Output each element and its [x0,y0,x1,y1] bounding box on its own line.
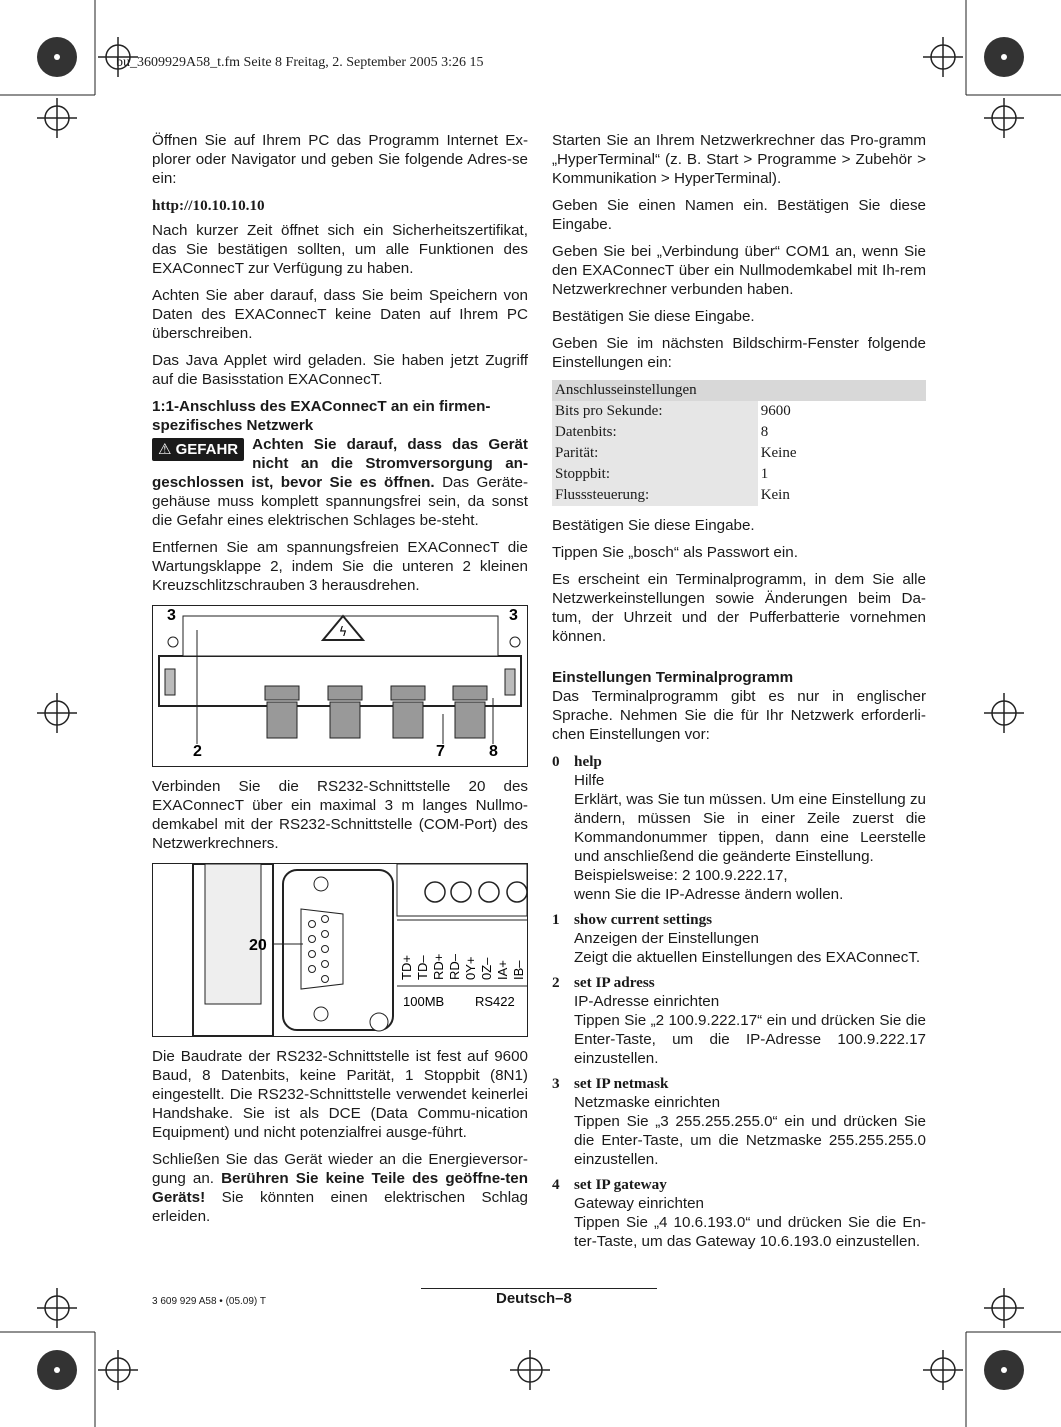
command-item [552,910,926,967]
command-translation: Hilfe [574,772,605,789]
paragraph: Schließen Sie das Gerät wieder an die Energieversor-gung an. Berühren Sie keine Teile des geöffne-ten Geräts! Sie könnten einen elektrischen Schlag erleiden. [152,1151,528,1225]
warning-paragraph [152,435,528,530]
command-item [552,752,926,904]
setting-name: Parität: [552,443,758,464]
command-item [552,973,926,1068]
command-item [552,1175,926,1251]
command-number: 3 [552,1075,560,1092]
command-translation: IP-Adresse einrichten [574,993,720,1010]
command-item [552,1074,926,1169]
callout-3: 3 [167,607,176,624]
footer-code: 3 609 929 A58 • (05.09) T [152,1296,266,1307]
right-column [552,131,926,1257]
command-translation: Gateway einrichten [574,1195,705,1212]
paragraph: Bestätigen Sie diese Eingabe. [552,517,755,534]
table-row [552,464,926,485]
setting-value: 1 [760,466,769,482]
rs232-port-figure [152,863,528,1037]
paragraph: Tippen Sie „bosch“ als Passwort ein. [552,544,798,561]
screw-icon [168,637,178,647]
pin-label: TD– [415,955,430,980]
command-number: 0 [552,753,560,770]
pin-label: 0Y+ [463,956,478,980]
callout-20: 20 [249,937,267,954]
command-description: Tippen Sie „4 10.6.193.0“ und drücken Sie die En-ter-Taste, um das Gateway 10.6.193.0 einzustellen. [574,1214,926,1250]
table-row [552,443,926,464]
paragraph: Nach kurzer Zeit öffnet sich ein Sicherheitszertifikat, das Sie bestätigen sollten, um alle Funktionen des EXAConnecT zur Verfügung zu haben. [152,222,528,277]
table-row [552,485,926,506]
command-name: set IP netmask [574,1075,669,1092]
warning-bold: Achten Sie darauf, dass das Gerät nicht an die Stromversorgung an-geschlossen ist, bevor Sie es öffnen. [152,436,528,491]
table-row [552,401,926,422]
paragraph: Öffnen Sie auf Ihrem PC das Programm Internet Ex-plorer oder Navigator und geben Sie folgende Adres-se ein: [152,132,528,187]
command-name: set IP adress [574,974,655,991]
callout-8: 8 [489,743,498,760]
setting-name: Datenbits: [552,422,758,443]
command-translation: Netzmaske einrichten [574,1094,721,1111]
lightning-icon: ϟ [338,625,348,640]
command-description: Zeigt die aktuellen Einstellungen des EXAConnecT. [574,949,921,966]
trim-screw-icon [370,1013,388,1031]
paragraph: Das Terminalprogramm gibt es nur in englischer Sprache. Nehmen Sie die für Ihr Netzwerk erforderli-chen Einstellungen vor: [552,688,926,743]
command-name: show current settings [574,911,713,928]
warning-badge: ⚠ GEFAHR [152,438,244,461]
pin-label: RD– [447,953,462,980]
command-description: Erklärt, was Sie tun müssen. Um eine Einstellung zu ändern, müssen Sie in einer Zeile zuerst die Kommandonummer tippen, dann eine Leerstelle und anschließend die geänderte Einstellung. [574,791,926,865]
page-number: Deutsch–8 [496,1290,572,1307]
pin-label: 0Z– [479,957,494,980]
setting-value: Kein [760,487,790,503]
command-name: set IP gateway [574,1176,667,1193]
setting-value: 9600 [760,403,791,419]
command-example: wenn Sie die IP-Adresse ändern wollen. [574,886,844,903]
paragraph: Die Baudrate der RS232-Schnittstelle ist fest auf 9600 Baud, 8 Datenbits, keine Parität, 1 Stoppbit (8N1) eingestellt. Die RS232-Schnittstelle verwendet keinerlei Handshake. Sie ist als DCE (Data Commu-nication Equipment) und nicht potenzialfrei ausge-führt. [152,1048,528,1141]
section-heading: Einstellungen Terminalprogramm [552,669,794,686]
section-heading: 1:1-Anschluss des EXAConnecT an ein firmen-spezifisches Netzwerk [152,398,491,434]
command-description: Tippen Sie „2 100.9.222.17“ ein und drücken Sie die Enter-Taste, um die IP-Adresse 100.9.222.17 einzustellen. [574,1012,926,1067]
label-rs422: RS422 [475,994,515,1009]
command-list [552,752,926,1251]
paragraph: Geben Sie bei „Verbindung über“ COM1 an, wenn Sie den EXAConnecT über ein Nullmodemkabel mit Ih-rem Netzwerkrechner verbunden haben. [552,243,926,298]
device-housing-figure [152,605,528,767]
warning-label: GEFAHR [175,441,239,458]
command-name: help [574,753,602,770]
paragraph: Starten Sie an Ihrem Netzwerkrechner das Pro-gramm „HyperTerminal“ (z. B. Start > Programme > Zubehör > Kommunikation > HyperTerminal). [552,132,926,187]
pin-label: IB– [511,960,526,980]
screw-icon [510,637,520,647]
warning-text: Das Geräte-gehäuse muss komplett spannungsfrei sein, da sonst die Gefahr eines elektrischen Schlages be-steht. [152,474,528,529]
setting-name: Stoppbit: [552,464,758,485]
command-example: Beispielsweise: 2 100.9.222.17, [574,867,788,884]
paragraph: Entfernen Sie am spannungsfreien EXAConnecT die Wartungsklappe 2, indem Sie die unteren 2 kleinen Kreuzschlitzschrauben 3 herausdrehen. [152,539,528,594]
left-column [152,131,528,1234]
setting-name: Bits pro Sekunde: [552,401,758,422]
setting-value: Keine [760,445,797,461]
paragraph: Achten Sie aber darauf, dass Sie beim Speichern von Daten des EXAConnecT keine Daten auf Ihrem PC überschreiben. [152,287,528,342]
callout-2: 2 [193,743,202,760]
paragraph: Das Java Applet wird geladen. Sie haben jetzt Zugriff auf die Basisstation EXAConnecT. [152,352,528,388]
label-100mb: 100MB [403,994,445,1009]
paragraph: Es erscheint ein Terminalprogramm, in dem Sie alle Netzwerkeinstellungen sowie Änderungen beim Da-tum, der Uhrzeit und der Pufferbatterie vornehmen können. [552,571,926,645]
file-info-header: bu_3609929A58_t.fm Seite 8 Freitag, 2. September 2005 3:26 15 [116,55,484,70]
command-number: 2 [552,974,560,991]
paragraph: Verbinden Sie die RS232-Schnittstelle 20 des EXAConnecT über ein maximal 3 m langes Nullmo-demkabel mit der RS232-Schnittstelle (COM-Port) des Netzwerkrechners. [152,778,528,852]
command-translation: Anzeigen der Einstellungen [574,930,759,947]
connection-settings-table [552,380,926,506]
callout-7: 7 [436,743,445,760]
pin-label: RD+ [431,953,446,980]
command-number: 1 [552,911,560,928]
table-row [552,422,926,443]
pin-label: TD+ [399,955,414,980]
paragraph: Bestätigen Sie diese Eingabe. [552,308,755,325]
url-address: http://10.10.10.10 [152,197,265,214]
setting-value: 8 [760,424,769,440]
callout-3: 3 [509,607,518,624]
setting-name: Flusssteuerung: [552,485,758,506]
pin-label: IA+ [495,960,510,980]
paragraph: Geben Sie im nächsten Bildschirm-Fenster folgende Einstellungen ein: [552,335,926,371]
command-description: Tippen Sie „3 255.255.255.0“ ein und drücken Sie die Enter-Taste, um die Netzmaske 255.255.255.0 einzustellen. [574,1113,926,1168]
command-number: 4 [552,1176,560,1193]
footer-rule [421,1288,657,1289]
table-header: Anschlusseinstellungen [552,380,926,401]
paragraph: Geben Sie einen Namen ein. Bestätigen Sie diese Eingabe. [552,197,926,233]
